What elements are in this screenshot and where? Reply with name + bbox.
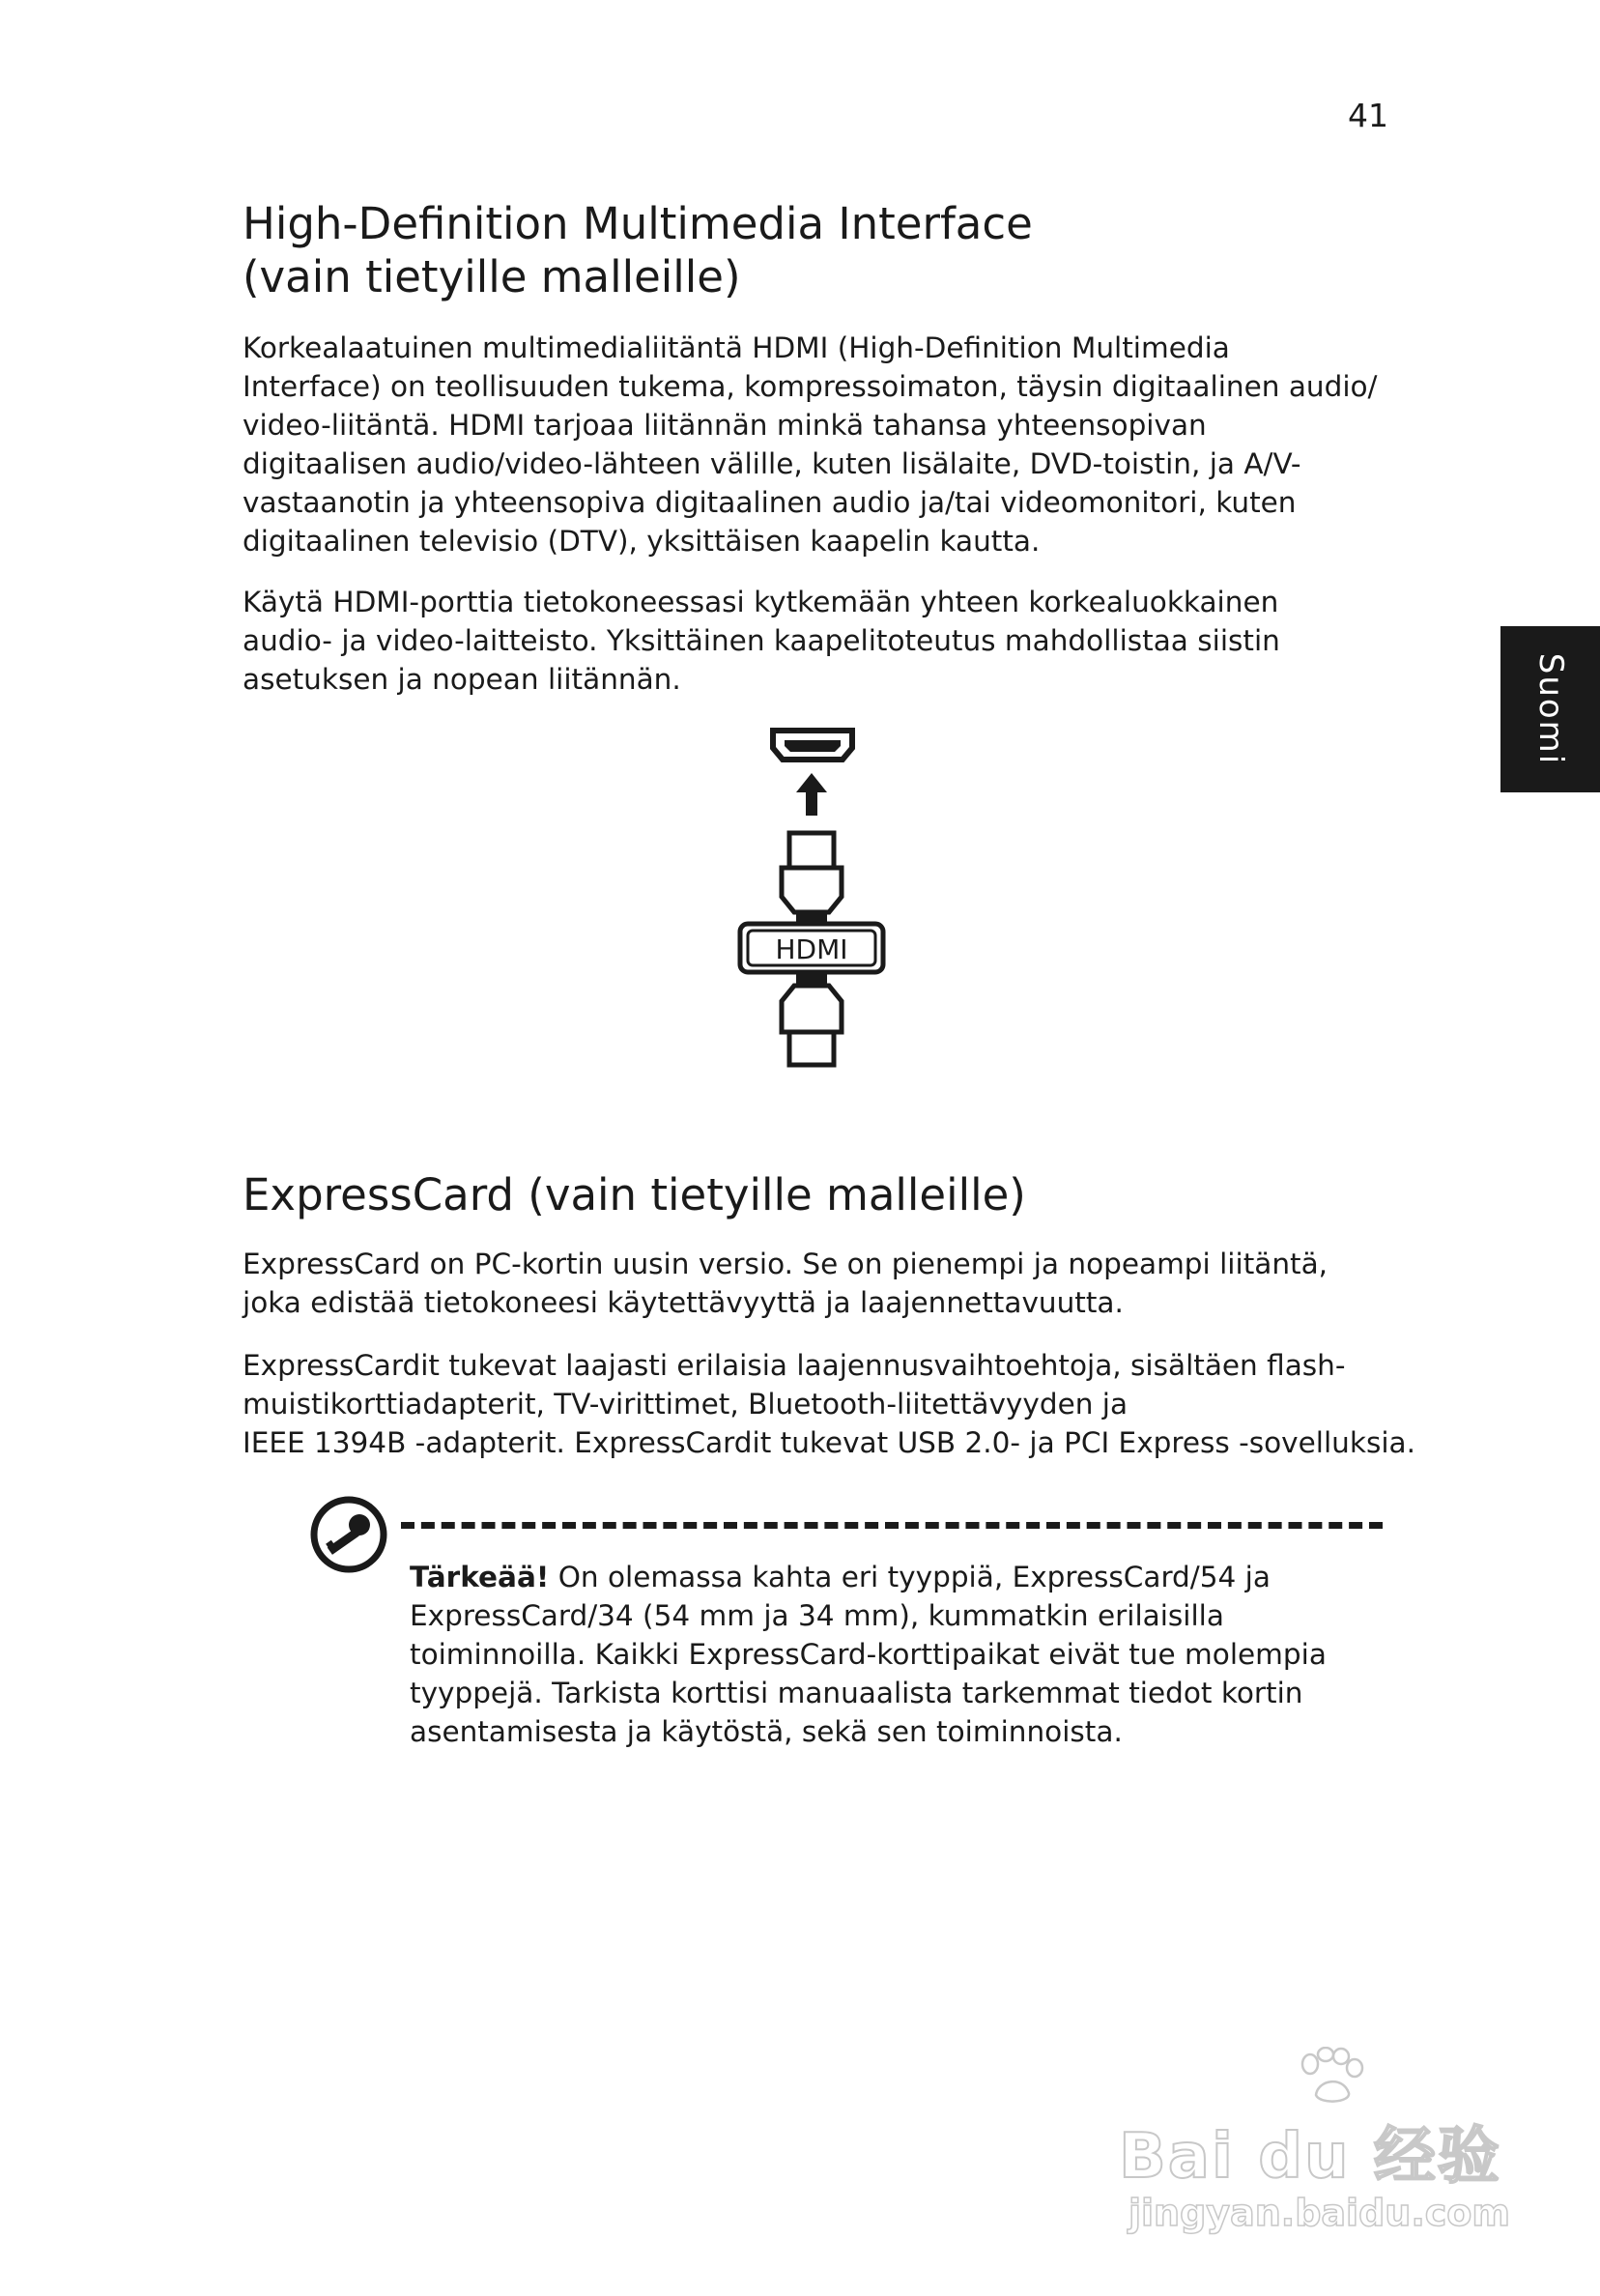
hdmi-plug-bottom-icon — [782, 972, 842, 1065]
hdmi-paragraph-1 — [243, 329, 1402, 560]
baidu-watermark — [1111, 2047, 1517, 2259]
hdmi-port-icon — [773, 731, 852, 760]
arrow-up-icon — [796, 773, 827, 816]
title-line: (vain tietyille malleille) — [243, 251, 741, 302]
text-line: muistikorttiadapterit, TV-virittimet, Bluetooth-liitettävyyden ja — [243, 1388, 1129, 1421]
hdmi-label-box — [740, 924, 883, 972]
text-line: ExpressCard on PC-kortin uusin versio. Se on pienempi ja nopeampi liitäntä, — [243, 1248, 1329, 1280]
text-line: video-liitäntä. HDMI tarjoaa liitännän minkä tahansa yhteensopivan — [243, 409, 1207, 442]
note-line — [410, 1558, 1386, 1596]
note-label: Tärkeää! — [410, 1561, 550, 1593]
watermark-url: jingyan.baidu.com — [1129, 2192, 1510, 2234]
text-line: Interface) on teollisuuden tukema, kompressoimaton, täysin digitaalinen audio/ — [243, 370, 1378, 403]
note-line: asentamisesta ja käytöstä, sekä sen toiminnoista. — [410, 1715, 1123, 1748]
important-note — [410, 1558, 1386, 1751]
text-line: Käytä HDMI-porttia tietokoneessasi kytkemään yhteen korkealuokkainen — [243, 586, 1279, 618]
expresscard-paragraph-2 — [243, 1346, 1415, 1462]
watermark-logo: Bai du 经验 — [1119, 2121, 1501, 2193]
paw-icon — [1297, 2047, 1364, 2105]
hdmi-label: HDMI — [775, 933, 848, 965]
note-line: ExpressCard/34 (54 mm ja 34 mm), kummatkin erilaisilla — [410, 1599, 1224, 1632]
hdmi-plug-top-icon — [782, 833, 842, 924]
text-line: digitaalinen televisio (DTV), yksittäisen kaapelin kautta. — [243, 525, 1041, 558]
text-line: vastaanotin ja yhteensopiva digitaalinen audio ja/tai videomonitori, kuten — [243, 486, 1297, 519]
hdmi-cable-illustration — [734, 727, 889, 1113]
note-line: tyyppejä. Tarkista korttisi manuaalista tarkemmat tiedot kortin — [410, 1677, 1303, 1709]
language-tab-label: Suomi — [1530, 652, 1570, 766]
text-line: audio- ja video-laitteisto. Yksittäinen kaapelitoteutus mahdollistaa siistin — [243, 624, 1280, 657]
text-line: asetuksen ja nopean liitännän. — [243, 663, 681, 696]
text-line: digitaalisen audio/video-lähteen välille, kuten lisälaite, DVD-toistin, ja A/V- — [243, 447, 1301, 480]
text-line: joka edistää tietokoneesi käytettävyyttä ja laajennettavuutta. — [243, 1286, 1124, 1319]
expresscard-paragraph-1 — [243, 1245, 1402, 1322]
text-line: Korkealaatuinen multimedialiitäntä HDMI (High-Definition Multimedia — [243, 331, 1230, 364]
text-line: ExpressCardit tukevat laajasti erilaisia laajennusvaihtoehtoja, sisältäen flash- — [243, 1349, 1346, 1382]
language-side-tab — [1500, 626, 1600, 792]
note-dashed-rule — [401, 1522, 1383, 1529]
expresscard-section-title: ExpressCard (vain tietyille malleille) — [243, 1169, 1026, 1220]
hdmi-section-title — [243, 197, 1402, 303]
page-number: 41 — [1348, 97, 1388, 134]
key-icon — [309, 1495, 388, 1574]
text-line: IEEE 1394B -adapterit. ExpressCardit tukevat USB 2.0- ja PCI Express -sovelluksia. — [243, 1426, 1415, 1459]
title-line: High-Definition Multimedia Interface — [243, 198, 1033, 249]
note-line: toiminnoilla. Kaikki ExpressCard-korttipaikat eivät tue molempia — [410, 1638, 1327, 1671]
hdmi-paragraph-2 — [243, 583, 1402, 699]
note-line-text: On olemassa kahta eri tyyppiä, ExpressCard/54 ja — [549, 1561, 1271, 1593]
